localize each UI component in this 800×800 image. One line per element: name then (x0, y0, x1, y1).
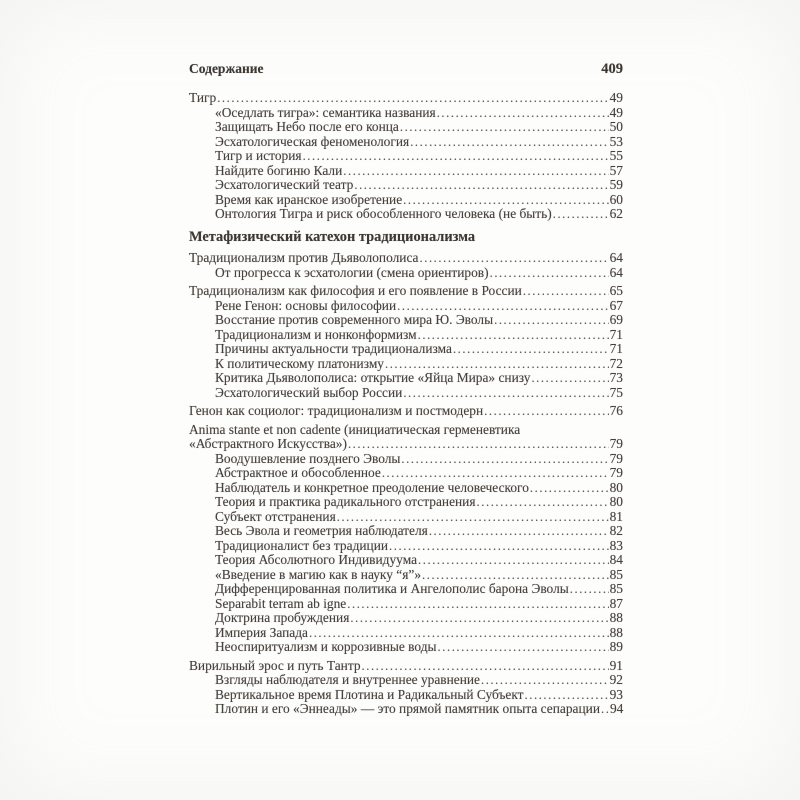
dot-leader (531, 371, 608, 386)
toc-entry (189, 404, 623, 419)
dot-leader (400, 120, 609, 135)
toc-entry-title: «Абстрактного Искусства») (189, 436, 347, 451)
dot-leader (403, 386, 608, 401)
toc-entry (189, 251, 623, 266)
toc-entry-title: Причины актуальности традиционализма (215, 341, 452, 356)
toc-entry-title: Тигр и история (215, 148, 302, 163)
toc-entry (189, 120, 623, 135)
dot-leader (347, 597, 608, 612)
toc-entry-page: 79 (609, 450, 623, 466)
toc-entry-page: 73 (609, 370, 623, 385)
dot-leader (477, 495, 609, 510)
toc-entry (189, 495, 623, 510)
toc-entry-page: 81 (609, 508, 623, 524)
toc-entry-page: 85 (609, 566, 623, 582)
toc-entry-title: Вирильный эрос и путь Тантр (189, 657, 361, 673)
dot-leader (382, 466, 609, 481)
dot-leader (354, 178, 608, 193)
toc-entry (189, 582, 623, 597)
toc-entry-title: Традиционализм как философия и его появление в России (189, 283, 522, 298)
toc-entry-title: Плотин и его «Эннеады» — это прямой памятник опыта сепарации (215, 701, 600, 716)
dot-leader (523, 284, 609, 299)
toc-entry-page: 88 (609, 610, 623, 625)
toc-entry-title: К политическому платонизму (215, 355, 384, 371)
toc-entry-page: 64 (609, 264, 623, 280)
toc-entry-page: 67 (609, 297, 623, 313)
toc-entry (189, 91, 623, 106)
toc-entry-title: Взгляды наблюдателя и внутреннее уравнение (215, 672, 480, 687)
toc-entry-page: 53 (609, 133, 623, 149)
toc-entry-page: 49 (609, 90, 623, 105)
toc-entry-page: 59 (609, 177, 623, 192)
dot-leader (530, 481, 609, 496)
toc-entry-title: «Введение в магию как в науку “я”» (215, 566, 422, 582)
toc-entry-page: 79 (609, 465, 623, 480)
page-number: 409 (601, 61, 623, 77)
toc-entry (189, 659, 623, 674)
toc-entry-page: 75 (609, 384, 623, 400)
toc-entry-page: 80 (609, 479, 623, 495)
toc-entry-page: 49 (609, 104, 623, 120)
toc-entry (189, 568, 623, 583)
toc-entry-title: Воодушевление позднего Эволы (215, 450, 401, 466)
toc-entry (189, 597, 623, 612)
dot-leader (217, 91, 608, 106)
dot-leader (303, 149, 609, 164)
toc-entry-title: Генон как социолог: традиционализм и постмодерн (189, 403, 484, 418)
dot-leader (410, 135, 608, 150)
toc-entry-page: 76 (609, 403, 623, 418)
toc-entry-title: Найдите богиню Кали (215, 162, 343, 178)
toc-entry-page: 80 (609, 494, 623, 509)
toc-entry-title: Империя Запада (215, 624, 308, 640)
dot-leader (601, 702, 609, 717)
dot-leader (418, 328, 609, 343)
toc-entry-title: Наблюдатель и конкретное преодоление человеческого (215, 479, 529, 495)
toc-entry (189, 688, 623, 703)
toc-entry (189, 524, 623, 539)
toc-entry-page: 87 (609, 595, 623, 611)
toc-entry-title: Онтология Тигра и риск обособленного человека (не быть) (215, 206, 552, 221)
toc-entry-page: 85 (609, 581, 623, 596)
dot-leader (348, 437, 609, 452)
toc-entry (189, 611, 623, 626)
toc-entry-page: 65 (609, 283, 623, 298)
dot-leader (429, 524, 609, 539)
toc-entry-page: 60 (609, 191, 623, 207)
toc-entry-page: 71 (609, 341, 623, 356)
toc-entry (189, 423, 623, 452)
toc-entry (189, 510, 623, 525)
toc-entry-title: Традиционализм и нонконформизм (215, 326, 417, 342)
dot-leader (494, 313, 609, 328)
dot-leader (337, 510, 609, 525)
toc-entry-page: 57 (609, 162, 623, 178)
dot-leader (438, 640, 609, 655)
dot-leader (490, 266, 609, 281)
toc-section-heading: Метафизический катехон традиционализма (189, 228, 476, 245)
toc-entry-title: Эсхатологический выбор России (215, 384, 403, 400)
toc-page-content (189, 61, 623, 717)
dot-leader (437, 106, 609, 121)
toc-entry-page: 69 (609, 312, 623, 327)
toc-entry-page: 92 (609, 672, 623, 687)
toc-entry-title: Эсхатологическая феноменология (215, 133, 410, 149)
toc-entry-page: 50 (609, 119, 623, 134)
toc-entry-title: Вертикальное время Плотина и Радикальный Субъект (215, 686, 524, 702)
toc-entry-page: 62 (609, 206, 623, 221)
toc-entry-page: 88 (609, 624, 623, 640)
toc-entry-title: Тигр (189, 90, 217, 105)
toc-entry (189, 106, 623, 121)
toc-entry-title: Дифференцированная политика и Ангелополис барона Эволы (215, 581, 569, 596)
toc-entry-page: 72 (609, 355, 623, 371)
dot-leader (397, 299, 608, 314)
toc-entry (189, 539, 623, 554)
toc-entry (189, 342, 623, 357)
toc-entry-title: Эсхатологический театр (215, 177, 354, 192)
dot-leader (385, 357, 609, 372)
dot-leader (418, 553, 609, 568)
toc-entry-page: 71 (609, 326, 623, 342)
toc-entry-page: 89 (609, 639, 623, 654)
dot-leader (484, 404, 608, 419)
dot-leader (525, 688, 609, 703)
dot-leader (420, 251, 609, 266)
toc-entry-title: Рене Генон: основы философии (215, 297, 397, 313)
toc-entry (189, 452, 623, 467)
toc-entry-title: Восстание против современного мира Ю. Эволы (215, 312, 494, 327)
toc-entry (189, 193, 623, 208)
toc-entry-title: Критика Дьяволополиса: открытие «Яйца Мира» снизу (215, 370, 531, 385)
page-title: Содержание (189, 61, 264, 76)
toc-entry-title: Абстрактное и обособленное (215, 465, 381, 480)
toc-entry-title: Защищать Небо после его конца (215, 119, 399, 134)
toc-entry-page: 83 (609, 537, 623, 553)
dot-leader (481, 673, 609, 688)
toc-entry (189, 299, 623, 314)
toc-entry-page: 82 (609, 523, 623, 538)
toc-entry-title: Separabit terram ab igne (215, 595, 347, 611)
dot-leader (401, 452, 608, 467)
toc-entry (189, 284, 623, 299)
toc-entry (189, 313, 623, 328)
dot-leader (403, 193, 608, 208)
toc-entry (189, 386, 623, 401)
toc-entry-title: «Оседлать тигра»: семантика названия (215, 104, 436, 120)
toc-entry-title: Весь Эвола и геометрия наблюдателя (215, 523, 428, 538)
toc-entry (189, 553, 623, 568)
toc-entry (189, 626, 623, 641)
dot-leader (453, 342, 609, 357)
toc-entry-page: 91 (609, 657, 623, 673)
dot-leader (570, 582, 609, 597)
toc-entry (189, 207, 623, 222)
dot-leader (343, 164, 608, 179)
toc-entry-page: 64 (609, 250, 623, 265)
toc-entry-page: 84 (609, 552, 623, 567)
toc-entry (189, 673, 623, 688)
toc-entry (189, 164, 623, 179)
toc-entry-page: 94 (609, 701, 624, 716)
toc-entry-title: От прогресса к эсхатологии (смена ориентиров) (215, 264, 489, 280)
toc-entry (189, 149, 623, 164)
running-header (189, 61, 623, 77)
toc-entry (189, 466, 623, 481)
toc-entry-title: Время как иранское изобретение (215, 191, 403, 207)
toc-entry (189, 266, 623, 281)
toc-entry-page: 93 (609, 686, 623, 702)
dot-leader (553, 207, 609, 222)
toc-entry (189, 640, 623, 655)
dot-leader (309, 626, 609, 641)
toc-entry-page: 79 (609, 436, 623, 451)
toc-entry-title: Доктрина пробуждения (215, 610, 350, 625)
dot-leader (389, 539, 609, 554)
dot-leader (350, 611, 608, 626)
toc-entry (189, 135, 623, 150)
toc-entry-title: Anima stante et non cadente (инициатическая герменевтика (189, 421, 521, 437)
dot-leader (362, 659, 609, 674)
toc-entry (189, 481, 623, 496)
toc-entry (189, 371, 623, 386)
toc-list (189, 91, 623, 717)
toc-entry (189, 328, 623, 343)
toc-entry-title: Традиционализм против Дьяволополиса (189, 250, 419, 265)
toc-entry (189, 357, 623, 372)
toc-entry-title: Субъект отстранения (215, 508, 336, 524)
toc-entry (189, 702, 623, 717)
toc-entry-page: 55 (609, 148, 623, 163)
toc-entry-title: Неоспиритуализм и коррозивные воды (215, 639, 437, 654)
toc-entry-title: Теория и практика радикального отстранения (215, 494, 476, 509)
toc-entry-title: Традиционалист без традиции (215, 537, 389, 553)
toc-entry-title: Теория Абсолютного Индивидуума (215, 552, 418, 567)
dot-leader (422, 568, 609, 583)
toc-entry (189, 178, 623, 193)
